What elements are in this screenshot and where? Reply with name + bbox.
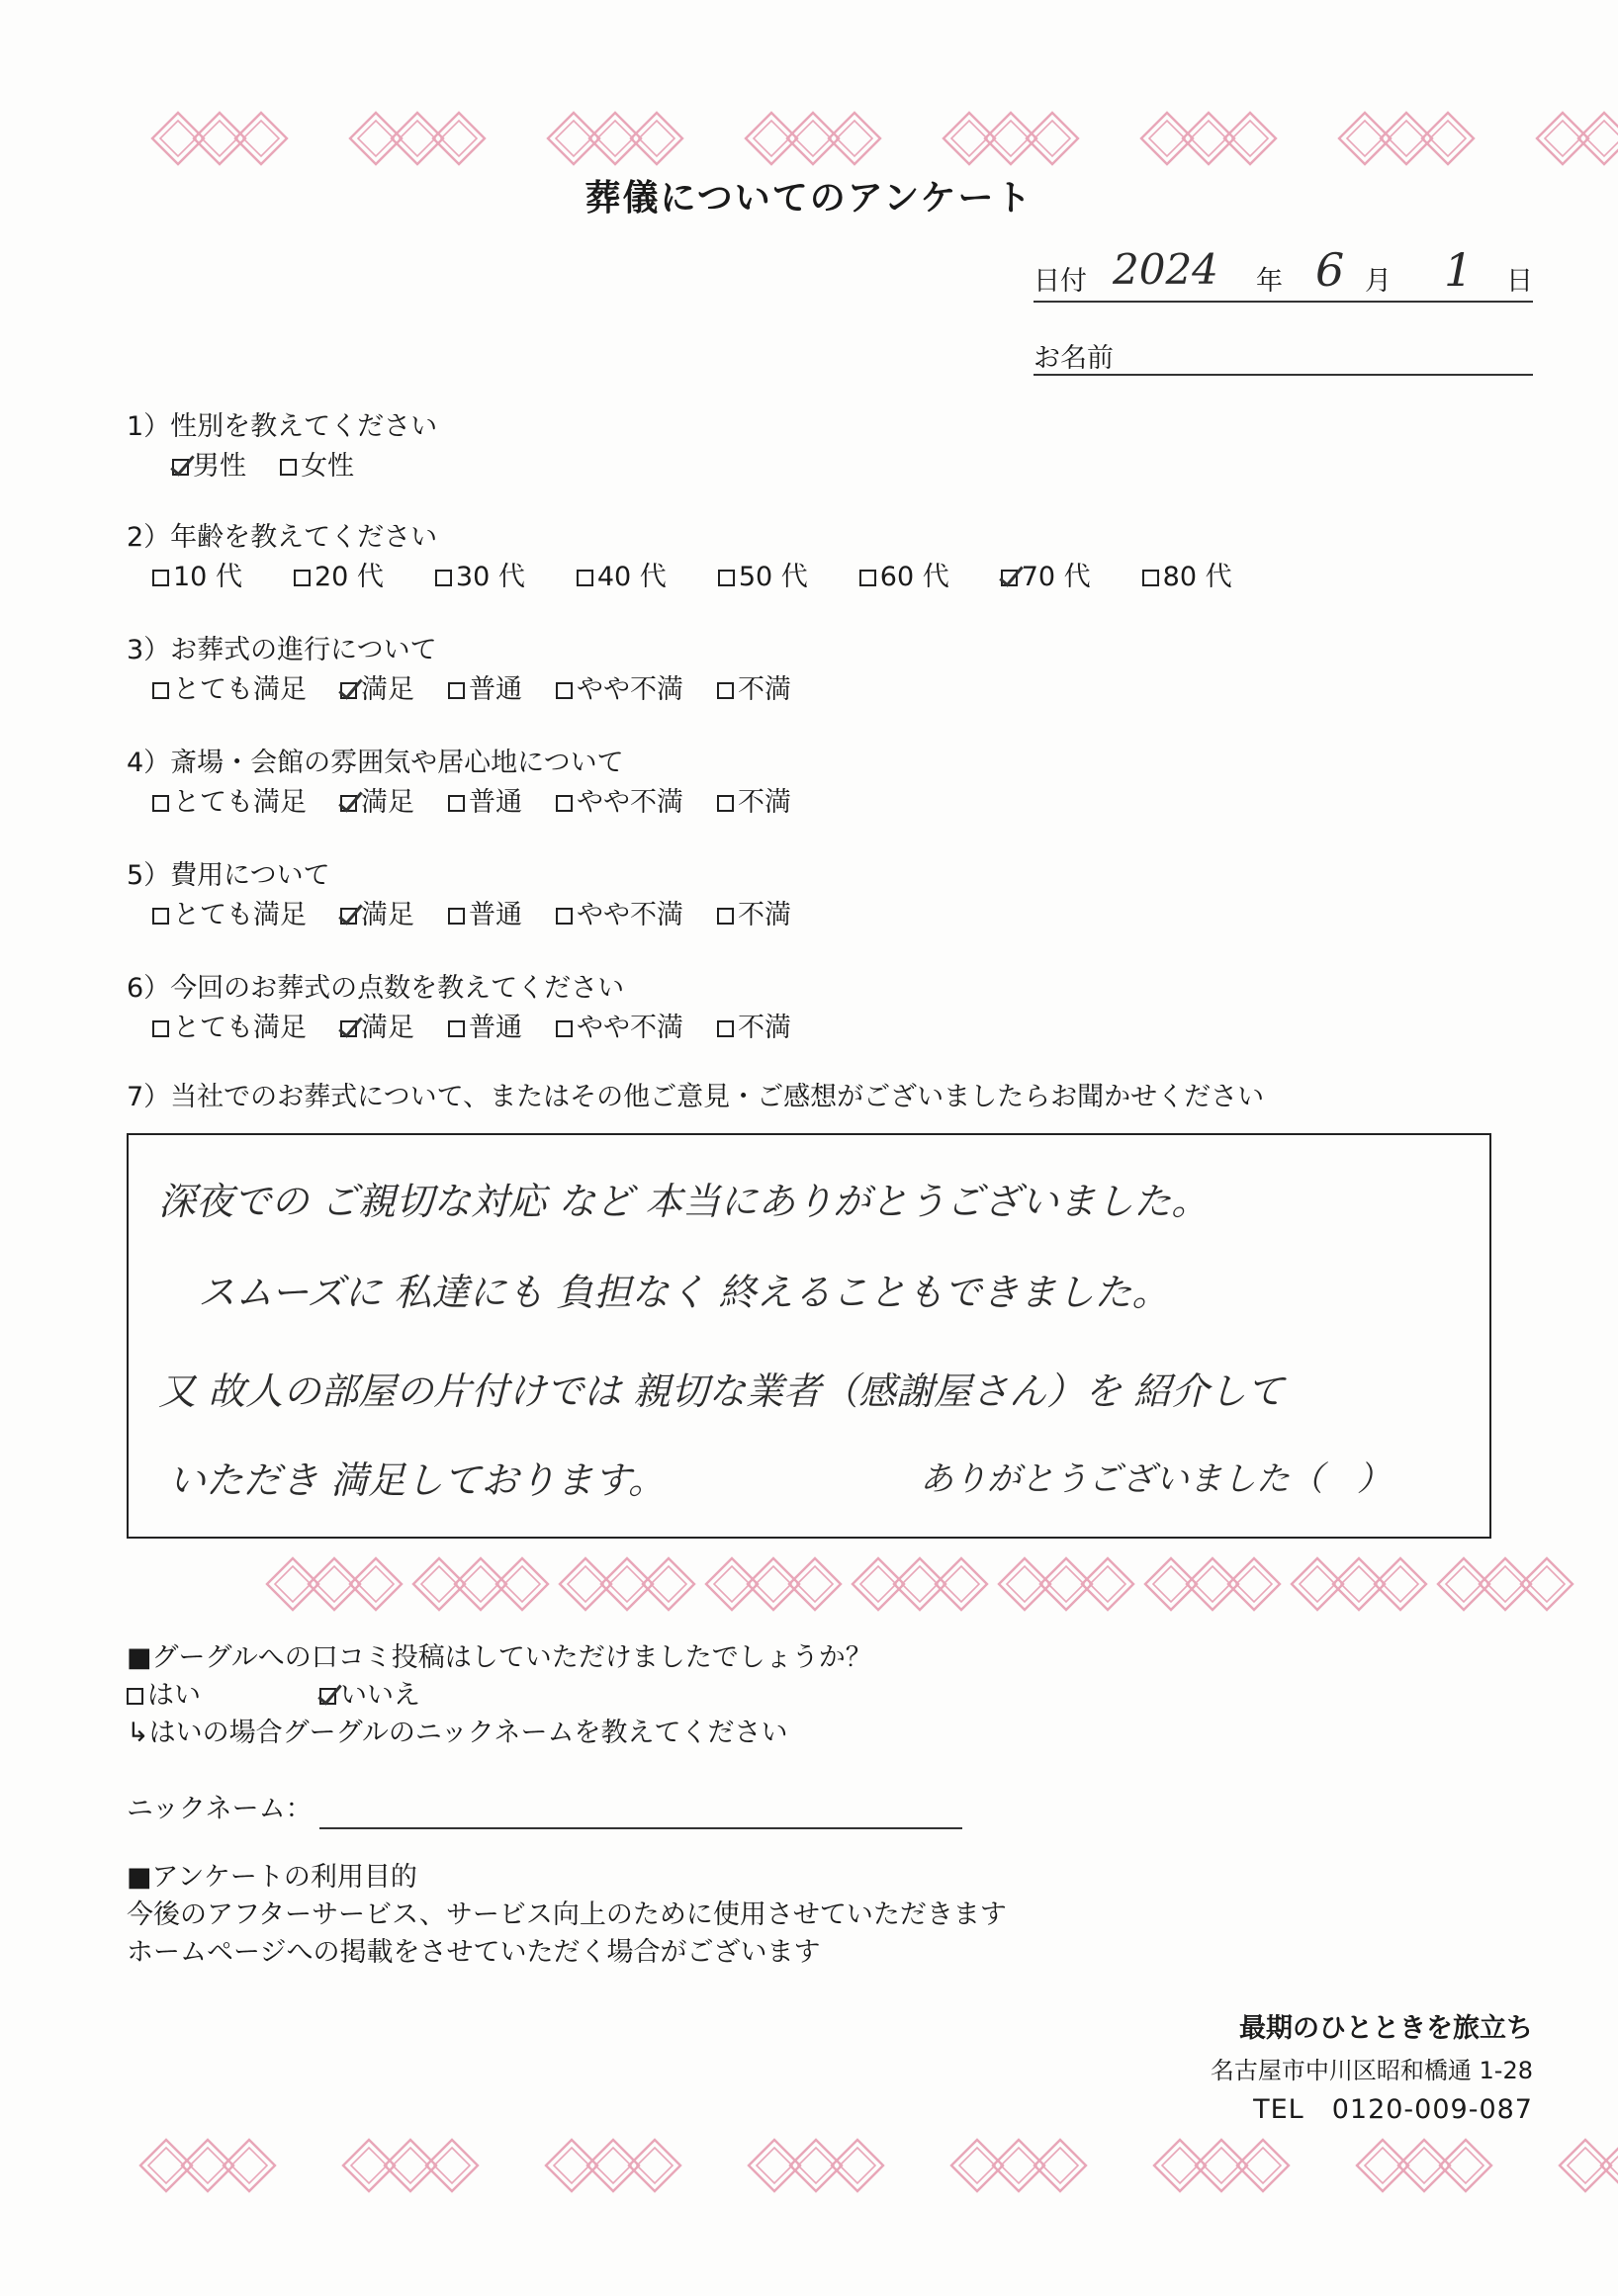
option-label: 不満 — [738, 900, 791, 930]
option-group — [127, 558, 1284, 597]
ornament-band-middle — [0, 1545, 1618, 1624]
month-value[interactable]: 6 — [1315, 243, 1345, 297]
option[interactable] — [556, 783, 683, 823]
checkbox[interactable] — [859, 570, 876, 586]
checked-checkbox[interactable] — [1001, 570, 1018, 586]
survey-title: 葬儀についてのアンケート — [584, 178, 1034, 219]
option-label: 満足 — [361, 1013, 414, 1043]
option-label: 不満 — [738, 674, 791, 705]
option[interactable] — [577, 558, 667, 597]
nickname-row — [127, 1790, 1017, 1829]
option-label: 不満 — [738, 787, 791, 818]
option-label: やや不満 — [577, 900, 683, 930]
option[interactable] — [556, 670, 683, 710]
option[interactable] — [859, 558, 949, 597]
google-note: ↳はいの場合グーグルのニックネームを教えてください — [127, 1718, 788, 1748]
option-label: 満足 — [361, 674, 414, 705]
name-row — [1034, 326, 1533, 376]
year-value[interactable]: 2024 — [1113, 245, 1218, 294]
question-7 — [127, 1078, 1264, 1117]
question-6 — [127, 969, 825, 1048]
nickname-input[interactable] — [319, 1827, 962, 1829]
option[interactable] — [152, 896, 307, 935]
option-label: やや不満 — [577, 674, 683, 705]
option-label: 10 代 — [173, 562, 242, 592]
checkbox[interactable] — [152, 570, 169, 586]
option-label: 80 代 — [1162, 562, 1232, 592]
checkbox[interactable] — [717, 795, 734, 812]
google-review-section — [127, 1639, 872, 1752]
diamond-ornament — [0, 1545, 1618, 1624]
option-label: はい — [147, 1680, 201, 1711]
option[interactable] — [435, 558, 525, 597]
question-1 — [127, 407, 437, 486]
option[interactable] — [1142, 558, 1232, 597]
option-label: とても満足 — [173, 900, 307, 930]
option[interactable] — [152, 558, 242, 597]
purpose-line: 今後のアフターサービス、サービス向上のために使用させていただきます — [127, 1899, 1007, 1930]
purpose-heading: ■アンケートの利用目的 — [127, 1862, 417, 1893]
question-3 — [127, 631, 825, 710]
diamond-ornament — [0, 99, 1618, 178]
checkbox[interactable] — [448, 1020, 465, 1037]
option-label: いいえ — [340, 1680, 420, 1711]
checkbox[interactable] — [1142, 570, 1159, 586]
question-title: 6）今回のお葬式の点数を教えてください — [127, 973, 625, 1004]
nickname-label: ニックネーム： — [127, 1794, 313, 1824]
option[interactable] — [152, 1009, 307, 1048]
date-row — [1034, 243, 1533, 303]
google-option-no[interactable] — [319, 1677, 420, 1715]
option-group — [127, 447, 437, 486]
diamond-shape — [1578, 113, 1618, 164]
option-label: 50 代 — [738, 562, 808, 592]
option-label: やや不満 — [577, 1013, 683, 1043]
day-value[interactable]: 1 — [1444, 243, 1474, 297]
option-group — [127, 1009, 825, 1048]
checkbox[interactable] — [556, 682, 573, 699]
option-label: 普通 — [469, 674, 522, 705]
question-title: 4）斎場・会館の雰囲気や居心地について — [127, 748, 624, 778]
checkbox[interactable] — [717, 1020, 734, 1037]
question-title: 3）お葬式の進行について — [127, 635, 437, 665]
option-label: 普通 — [469, 1013, 522, 1043]
option-label: とても満足 — [173, 1013, 307, 1043]
checkbox[interactable] — [280, 459, 297, 476]
option[interactable] — [717, 670, 791, 710]
checkbox[interactable] — [448, 908, 465, 925]
checkbox[interactable] — [448, 795, 465, 812]
year-label: 年 — [1256, 266, 1283, 297]
option-group — [127, 896, 825, 935]
question-title: 1）性別を教えてください — [127, 411, 438, 442]
checked-checkbox[interactable] — [340, 908, 357, 925]
option[interactable] — [280, 447, 354, 486]
option[interactable] — [294, 558, 384, 597]
ornament-band-bottom — [0, 2126, 1618, 2205]
option-label: 満足 — [361, 787, 414, 818]
checkbox[interactable] — [152, 795, 169, 812]
checkbox[interactable] — [718, 570, 735, 586]
option[interactable] — [717, 783, 791, 823]
option-label: 70 代 — [1021, 562, 1091, 592]
question-title: 2）年齢を教えてください — [127, 522, 438, 553]
checkbox[interactable] — [152, 908, 169, 925]
option-label: 男性 — [193, 451, 246, 482]
option[interactable] — [718, 558, 808, 597]
checkbox[interactable] — [556, 908, 573, 925]
company-info — [1211, 2007, 1533, 2130]
checkbox[interactable] — [294, 570, 311, 586]
option[interactable] — [1001, 558, 1091, 597]
option[interactable] — [556, 896, 683, 935]
month-label: 月 — [1365, 266, 1392, 297]
purpose-line: ホームページへの掲載をさせていただく場合がございます — [127, 1937, 821, 1968]
comment-line: ありがとうございました（ ） — [920, 1459, 1391, 1499]
purpose-section — [127, 1859, 1007, 1972]
ornament-band-top — [0, 99, 1618, 178]
question-2 — [127, 518, 1284, 597]
option-label: とても満足 — [173, 674, 307, 705]
checkbox[interactable] — [435, 570, 452, 586]
option-group — [127, 670, 825, 710]
option[interactable] — [152, 783, 307, 823]
comment-box[interactable] — [127, 1133, 1491, 1539]
checkbox[interactable] — [152, 682, 169, 699]
option[interactable] — [448, 783, 522, 823]
checked-checkbox[interactable] — [340, 1020, 357, 1037]
question-4 — [127, 744, 825, 823]
checkbox[interactable] — [717, 682, 734, 699]
comment-line: 深夜での ご親切な対応 など 本当にありがとうございました。 — [158, 1180, 1210, 1223]
option-label: やや不満 — [577, 787, 683, 818]
option-label: 女性 — [301, 451, 354, 482]
question-title: 5）費用について — [127, 860, 330, 891]
option[interactable] — [717, 1009, 791, 1048]
checkbox[interactable] — [556, 1020, 573, 1037]
day-label: 日 — [1506, 266, 1533, 297]
checkbox[interactable] — [577, 570, 593, 586]
option-label: とても満足 — [173, 787, 307, 818]
checked-checkbox[interactable] — [340, 682, 357, 699]
checkbox[interactable] — [556, 795, 573, 812]
option[interactable] — [152, 670, 307, 710]
date-label: 日付 — [1034, 266, 1087, 297]
diamond-ornament — [0, 2126, 1618, 2205]
option[interactable] — [172, 447, 246, 486]
comment-line: 又 故人の部屋の片付けでは 親切な業者（感謝屋さん）を 紹介して — [158, 1369, 1285, 1413]
name-label: お名前 — [1034, 343, 1114, 374]
option-label: 60 代 — [879, 562, 949, 592]
option[interactable] — [556, 1009, 683, 1048]
question-5 — [127, 856, 825, 935]
option-label: 40 代 — [596, 562, 667, 592]
option[interactable] — [340, 1009, 414, 1048]
checked-checkbox[interactable] — [340, 795, 357, 812]
checkbox[interactable] — [127, 1688, 143, 1705]
option[interactable] — [448, 896, 522, 935]
checked-checkbox[interactable] — [172, 459, 189, 476]
google-question: ■グーグルへの口コミ投稿はしていただけましたでしょうか？ — [127, 1642, 872, 1673]
option-label: 満足 — [361, 900, 414, 930]
option[interactable] — [448, 1009, 522, 1048]
checkbox[interactable] — [448, 682, 465, 699]
option[interactable] — [340, 896, 414, 935]
option-label: 30 代 — [455, 562, 525, 592]
company-name: 最期のひとときを旅立ち — [1239, 2013, 1533, 2044]
option-label: 普通 — [469, 900, 522, 930]
option-label: 20 代 — [314, 562, 384, 592]
option[interactable] — [340, 783, 414, 823]
question-title: 7）当社でのお葬式について、またはその他ご意見・ご感想がございましたらお聞かせください — [127, 1082, 1265, 1112]
option-label: 不満 — [738, 1013, 791, 1043]
checkbox[interactable] — [717, 908, 734, 925]
company-tel: TEL 0120-009-087 — [1253, 2094, 1533, 2125]
checkbox[interactable] — [152, 1020, 169, 1037]
option[interactable] — [340, 670, 414, 710]
company-address: 名古屋市中川区昭和橋通 1-28 — [1210, 2057, 1533, 2084]
checked-checkbox[interactable] — [319, 1688, 336, 1705]
option-label: 普通 — [469, 787, 522, 818]
google-option-yes[interactable] — [127, 1677, 201, 1715]
comment-line: いただき 満足しております。 — [168, 1458, 667, 1502]
option[interactable] — [448, 670, 522, 710]
option[interactable] — [717, 896, 791, 935]
option-group — [127, 783, 825, 823]
comment-line: スムーズに 私達にも 負担なく 終えることもできました。 — [198, 1271, 1170, 1314]
